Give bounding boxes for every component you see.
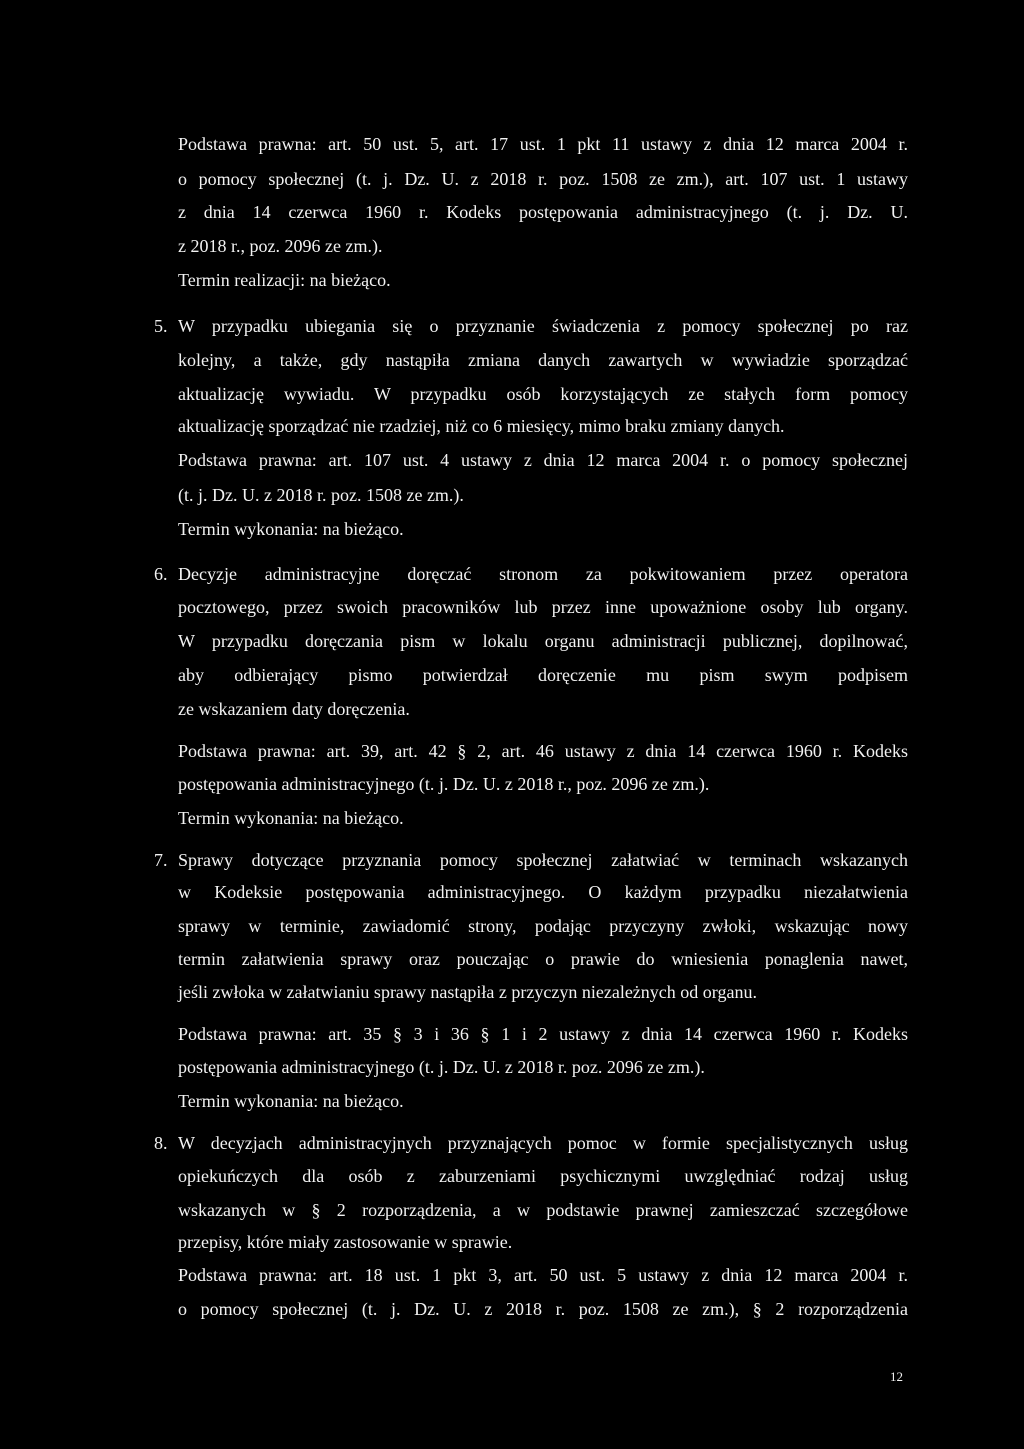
text-line: Podstawa prawna: art. 107 ust. 4 ustawy z dnia 12 marca 2004 r. o pomocy społecznej: [178, 450, 908, 470]
text-line: postępowania administracyjnego (t. j. Dz. U. z 2018 r. poz. 2096 ze zm.).: [178, 1057, 705, 1077]
text-line: termin załatwienia sprawy oraz pouczając o prawie do wniesienia ponaglenia nawet,: [178, 949, 908, 969]
text-line: Podstawa prawna: art. 35 § 3 i 36 § 1 i 2 ustawy z dnia 14 czerwca 1960 r. Kodeks: [178, 1024, 908, 1044]
text-line: opiekuńczych dla osób z zaburzeniami psychicznymi uwzględniać rodzaj usług: [178, 1166, 908, 1186]
text-line: wskazanych w § 2 rozporządzenia, a w podstawie prawnej zamieszczać szczegółowe: [178, 1200, 908, 1220]
text-line: Termin wykonania: na bieżąco.: [178, 1091, 404, 1111]
text-line: (t. j. Dz. U. z 2018 r. poz. 1508 ze zm.).: [178, 485, 464, 505]
text-line: o pomocy społecznej (t. j. Dz. U. z 2018 r. poz. 1508 ze zm.), art. 107 ust. 1 ustawy: [178, 169, 908, 189]
item-number: 6.: [154, 564, 168, 584]
text-line: W decyzjach administracyjnych przyznających pomoc w formie specjalistycznych usług: [178, 1133, 908, 1153]
text-line: Podstawa prawna: art. 50 ust. 5, art. 17 ust. 1 pkt 11 ustawy z dnia 12 marca 2004 r.: [178, 134, 908, 154]
text-line: z dnia 14 czerwca 1960 r. Kodeks postępowania administracyjnego (t. j. Dz. U.: [178, 202, 908, 222]
text-line: sprawy w terminie, zawiadomić strony, podając przyczyny zwłoki, wskazując nowy: [178, 916, 908, 936]
text-line: postępowania administracyjnego (t. j. Dz. U. z 2018 r., poz. 2096 ze zm.).: [178, 774, 710, 794]
text-line: aktualizację sporządzać nie rzadziej, niż co 6 miesięcy, mimo braku zmiany danych.: [178, 416, 785, 436]
text-line: ze wskazaniem daty doręczenia.: [178, 699, 410, 719]
text-line: Sprawy dotyczące przyznania pomocy społecznej załatwiać w terminach wskazanych: [178, 850, 908, 870]
item-number: 8.: [154, 1133, 168, 1153]
text-line: jeśli zwłoka w załatwianiu sprawy nastąpiła z przyczyn niezależnych od organu.: [178, 982, 757, 1002]
text-line: pocztowego, przez swoich pracowników lub przez inne upoważnione osoby lub organy.: [178, 597, 908, 617]
page-number: 12: [890, 1369, 903, 1384]
text-line: z 2018 r., poz. 2096 ze zm.).: [178, 236, 383, 256]
item-number: 7.: [154, 850, 168, 870]
text-line: W przypadku ubiegania się o przyznanie świadczenia z pomocy społecznej po raz: [178, 316, 908, 336]
text-line: Podstawa prawna: art. 18 ust. 1 pkt 3, art. 50 ust. 5 ustawy z dnia 12 marca 2004 r.: [178, 1265, 908, 1285]
text-line: W przypadku doręczania pism w lokalu organu administracji publicznej, dopilnować,: [178, 631, 908, 651]
text-line: aby odbierający pismo potwierdzał doręczenie mu pism swym podpisem: [178, 665, 908, 685]
text-line: kolejny, a także, gdy nastąpiła zmiana danych zawartych w wywiadzie sporządzać: [178, 350, 908, 370]
text-line: Termin realizacji: na bieżąco.: [178, 270, 391, 290]
text-line: Decyzje administracyjne doręczać stronom za pokwitowaniem przez operatora: [178, 564, 908, 584]
text-line: przepisy, które miały zastosowanie w sprawie.: [178, 1232, 513, 1252]
item-number: 5.: [154, 316, 168, 336]
text-line: o pomocy społecznej (t. j. Dz. U. z 2018 r. poz. 1508 ze zm.), § 2 rozporządzenia: [178, 1299, 908, 1319]
text-line: Termin wykonania: na bieżąco.: [178, 519, 404, 539]
text-line: w Kodeksie postępowania administracyjnego. O każdym przypadku niezałatwienia: [178, 882, 908, 902]
text-line: aktualizację wywiadu. W przypadku osób korzystających ze stałych form pomocy: [178, 384, 908, 404]
text-line: Podstawa prawna: art. 39, art. 42 § 2, art. 46 ustawy z dnia 14 czerwca 1960 r. Kodeks: [178, 741, 908, 761]
text-line: Termin wykonania: na bieżąco.: [178, 808, 404, 828]
